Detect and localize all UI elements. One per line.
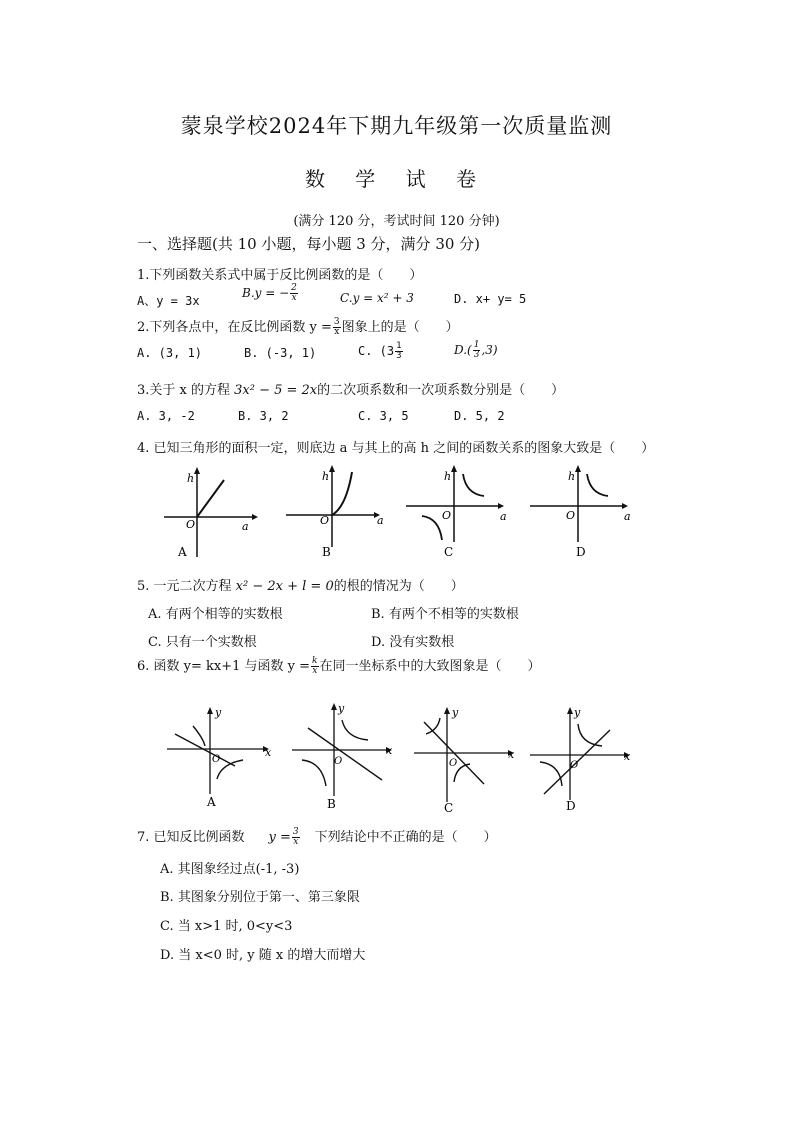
origin-label: O [212,754,221,765]
axis-label-x: a [624,510,631,523]
graph-label: D [576,545,586,559]
x-axis-arrow [498,503,504,509]
q2-option-a: A. (3, 1) [137,346,203,360]
q5-option-c: C. 只有一个实数根 [148,635,257,650]
q7-stem-prefix: 7. 已知反比例函数 [137,830,245,845]
q5-option-d: D. 没有实数根 [371,635,455,650]
y-axis-arrow [194,467,200,474]
axis-label-x: a [242,520,249,533]
axis-label-y: y [215,706,222,719]
q4-stem: 4. 已知三角形的面积一定，则底边 a 与其上的高 h 之间的函数关系的图象大致是（ ） [137,441,655,456]
q3-option-d: D. 5, 2 [454,409,505,423]
origin-label: O [570,760,579,771]
axis-label-x: x [265,746,272,759]
q7-option-d: D. 当 x<0 时, y 随 x 的增大而增大 [160,948,366,963]
q6-stem-fraction [311,657,318,676]
axis-label-y: y [338,702,345,715]
exam-note: (满分 120 分，考试时间 120 分钟) [293,214,500,229]
origin-label: O [334,756,343,767]
q7-option-a: A. 其图象经过点(-1, -3) [160,862,300,877]
q5-stem-suffix: 的根的情况为（ ） [333,579,464,594]
curve-branch-1 [578,724,602,746]
axis-label-x: a [377,514,384,527]
q1-option-a: A、y = 3x [137,294,200,308]
q7-stem-suffix: 下列结论中不正确的是（ ） [314,830,497,845]
q2-option-b: B. (-3, 1) [244,346,317,360]
q2-c-num: 1 [396,341,402,351]
origin-label: O [320,514,330,527]
q2-den: x [334,327,340,337]
y-axis-arrow [451,465,457,472]
q3-stem [137,379,564,398]
q3-stem-prefix: 3.关于 x 的方程 [137,383,235,398]
exam-title: 蒙泉学校2024年下期九年级第一次质量监测 [180,114,613,138]
q1-stem: 1.下列函数关系式中属于反比例函数的是（ ） [137,268,423,283]
q2-option-d [454,341,498,360]
q1-b-den: x [291,293,297,303]
q3-option-a: A. 3, -2 [137,409,195,423]
axis-label-x: x [508,748,515,761]
q2-option-d-suffix: ,3) [481,343,498,357]
q5-stem-prefix: 5. 一元二次方程 [137,579,236,594]
q4-graph-a [160,462,260,562]
graph-label: B [327,797,336,811]
axis-label-y: h [568,470,576,483]
q2-option-d-prefix: D.( [454,343,472,357]
graph-label: A [178,545,187,559]
curve-branch-1 [587,474,608,496]
q1-option-b-prefix: B.y = − [242,286,290,300]
origin-label: O [449,758,458,769]
graph-curve [332,472,352,515]
q2-option-c-fraction [395,342,402,361]
q7-option-b: B. 其图象分别位于第一、第三象限 [160,890,360,905]
axis-label-y: y [574,706,581,719]
q2-c-den: 3 [396,351,402,361]
q2-option-c [358,342,404,361]
q6-graph-a [165,704,277,812]
q1-option-c: C.y = x² + 3 [340,291,414,305]
axis-label-y: y [452,706,459,719]
y-axis-arrow [444,707,450,714]
origin-label: O [442,509,452,522]
q2-stem-prefix: 2.下列各点中，在反比例函数 y = [137,320,332,335]
curve-branch-1 [463,474,484,496]
axis-label-y: h [322,470,330,483]
q3-equation: 3x² − 5 = 2x [234,383,318,398]
graph-label: A [207,795,216,809]
q6-stem-suffix: 在同一坐标系中的大致图象是（ ） [319,659,541,674]
q3-option-c: C. 3, 5 [358,409,409,423]
q6-stem-prefix: 6. 函数 y= kx+1 与函数 y = [137,659,311,674]
q2-stem-suffix: 图象上的是（ ） [341,320,459,335]
q7-stem [137,826,497,847]
origin-label: O [186,518,196,531]
graph-label: D [566,799,576,813]
axis-label-x: a [500,510,507,523]
line-graph [175,734,235,766]
x-axis-arrow [622,503,628,509]
q7-num: 3 [292,827,299,837]
q6-num: k [312,656,318,666]
q7-den: x [293,837,299,847]
x-axis-arrow [252,514,258,520]
q4-graph-b [282,462,392,562]
q4-graph-c [404,462,516,562]
q4-graph-d [528,462,640,562]
q3-stem-suffix: 的二次项系数和一次项系数分别是（ ） [317,383,565,398]
q1-option-b [242,284,299,303]
q1-b-num: 2 [291,283,297,293]
q6-stem [137,655,541,676]
section-heading: 一、选择题(共 10 小题，每小题 3 分，满分 30 分) [137,235,481,253]
y-axis-arrow [567,707,573,714]
q2-stem [137,316,459,337]
q5-option-a: A. 有两个相等的实数根 [148,607,283,622]
graph-label: C [444,545,454,559]
q7-option-c: C. 当 x>1 时, 0<y<3 [160,919,293,934]
axis-label-y: h [187,472,195,485]
origin-label: O [566,509,576,522]
curve-branch-3 [302,760,326,786]
exam-subtitle: 数 学 试 卷 [304,167,489,191]
y-axis-arrow [331,703,337,710]
q5-stem [137,575,464,594]
q7-y-equals: y = [268,830,291,845]
graph-curve [197,480,224,517]
q2-d-num: 1 [473,340,480,350]
axis-label-x: x [624,750,631,763]
q6-graph-c [412,704,524,816]
curve-branch-1 [342,720,368,740]
graph-label: C [444,801,454,815]
q6-graph-d [528,704,640,816]
axis-label-y: h [444,470,452,483]
axis-label-x: x [386,744,393,757]
curve-branch-3 [422,516,442,540]
q6-den: x [312,666,318,676]
q2-d-den: 3 [473,350,480,360]
q2-num: 3 [333,317,340,327]
q2-option-c-prefix: C. (3 [358,344,395,358]
q7-stem-fraction [292,828,300,847]
q1-option-b-fraction [290,284,298,303]
q6-graph-b [290,700,402,812]
curve-branch-2 [193,726,205,746]
y-axis-arrow [575,465,581,472]
y-axis-arrow [207,707,213,714]
curve-branch-3 [540,762,562,786]
line-graph [308,728,382,780]
q1-option-d: D. x+ y= 5 [454,292,527,306]
q2-option-d-fraction [473,341,481,360]
q5-equation: x² − 2x + l = 0 [235,579,334,594]
y-axis-arrow [329,465,335,472]
graph-label: B [322,545,331,559]
q2-stem-fraction [333,318,341,337]
q5-option-b: B. 有两个不相等的实数根 [371,607,519,622]
q3-option-b: B. 3, 2 [238,409,289,423]
